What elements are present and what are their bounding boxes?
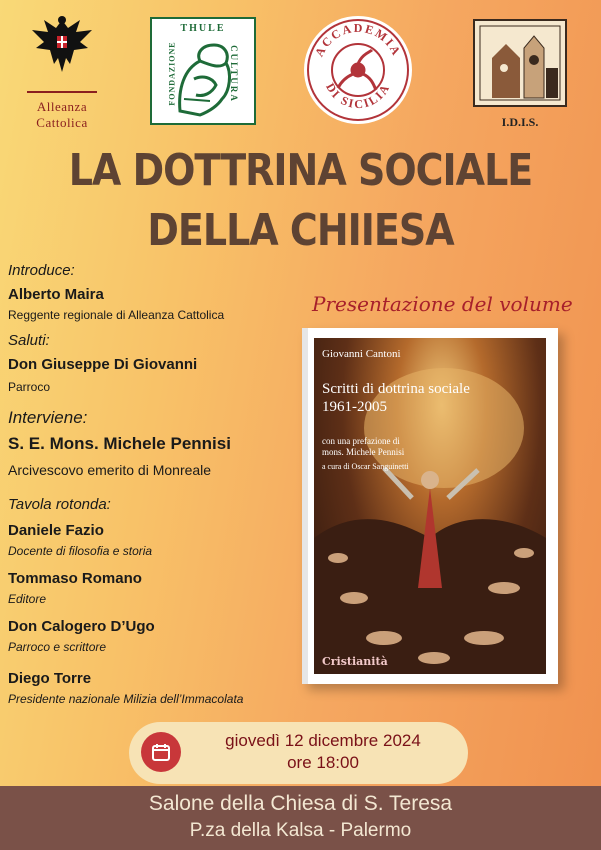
interviene-desc: Arcivescovo emerito di Monreale <box>8 462 212 478</box>
saluti-role: Saluti: <box>8 332 50 349</box>
introduce-role: Introduce: <box>8 262 75 279</box>
panel-desc-1: Docente di filosofia e storia <box>8 544 153 558</box>
thule-label: THULE <box>180 23 226 34</box>
event-date-text <box>187 730 459 774</box>
event-time: ore 18:00 <box>287 753 359 772</box>
presentazione-heading: Presentazione del volume <box>312 292 573 316</box>
eagle-crest-icon <box>30 14 94 80</box>
alleanza-cattolica-logo <box>22 14 102 132</box>
panel-name-2: Tommaso Romano <box>8 570 142 587</box>
accademia-di-sicilia-logo <box>302 14 414 126</box>
athena-helmet-icon <box>170 39 236 119</box>
venue-footer <box>0 786 601 850</box>
book-title <box>322 380 470 416</box>
introduce-name: Alberto Maira <box>8 286 104 303</box>
book-title-line-2: 1961-2005 <box>322 399 387 415</box>
alleanza-label-1: Alleanza <box>36 99 88 114</box>
book-author: Giovanni Cantoni <box>322 348 401 360</box>
panel-desc-3: Parroco e scrittore <box>8 640 107 654</box>
book-cover <box>302 328 558 684</box>
event-date-badge <box>129 722 468 784</box>
publisher-brand: Cristianità <box>322 655 388 668</box>
page-title-line-2: DELLA CHIIESA <box>147 204 454 256</box>
saluti-desc: Parroco <box>8 380 51 394</box>
panel-name-3: Don Calogero D’Ugo <box>8 618 155 635</box>
cultura-label: CULTURA <box>229 45 239 103</box>
idis-emblem <box>472 18 568 108</box>
page-title-line-1: LA DOTTRINA SOCIALE <box>68 144 533 196</box>
book-cover-art <box>314 338 546 674</box>
book-subtitle-line-1: con una prefazione di <box>322 436 400 446</box>
venue-name: Salone della Chiesa di S. Teresa <box>148 792 453 815</box>
book-title-line-1: Scritti di dottrina sociale <box>322 381 470 397</box>
panel-desc-4: Presidente nazionale Milizia dell’Immacolata <box>8 692 244 706</box>
panel-name-1: Daniele Fazio <box>8 522 104 539</box>
book-subtitle <box>322 436 404 458</box>
idis-label: I.D.I.S. <box>501 115 539 129</box>
saluti-name: Don Giuseppe Di Giovanni <box>8 356 198 373</box>
idis-logo <box>470 18 570 130</box>
tavola-role: Tavola rotonda: <box>8 496 111 513</box>
divider <box>27 91 97 93</box>
book-subtitle-line-2: mons. Michele Pennisi <box>322 447 405 457</box>
venue-address: P.za della Kalsa - Palermo <box>189 820 412 841</box>
accademia-top-text: ACCADEMIA <box>311 20 405 59</box>
event-date: giovedì 12 dicembre 2024 <box>225 731 421 750</box>
introduce-desc: Reggente regionale di Alleanza Cattolica <box>8 308 225 322</box>
fondazione-thule-logo <box>150 17 256 125</box>
calendar-icon <box>141 732 181 772</box>
book-spine <box>302 328 308 684</box>
book-curator: a cura di Oscar Sanguinetti <box>322 462 409 471</box>
alleanza-label-2: Cattolica <box>36 115 88 130</box>
accademia-seal <box>302 14 414 126</box>
accademia-bottom-text: DI SICILIA <box>323 80 393 112</box>
panel-name-4: Diego Torre <box>8 670 92 687</box>
interviene-role: Interviene: <box>8 408 88 427</box>
fondazione-label: FONDAZIONE <box>167 41 177 106</box>
interviene-name: S. E. Mons. Michele Pennisi <box>8 434 231 453</box>
panel-desc-2: Editore <box>8 592 47 606</box>
